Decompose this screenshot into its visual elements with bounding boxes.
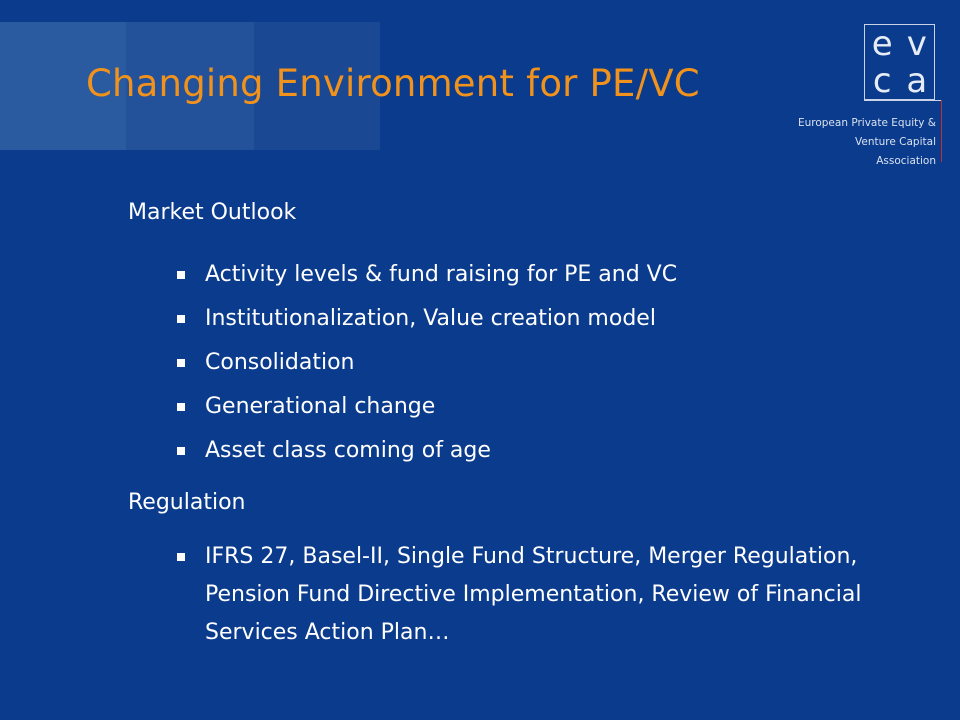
list-item: Asset class coming of age	[0, 432, 928, 470]
list-item: Institutionalization, Value creation model	[0, 300, 928, 338]
regulation-list	[128, 538, 928, 652]
logo-divider	[864, 100, 942, 101]
list-item: Generational change	[0, 388, 928, 426]
market-outlook-list	[128, 256, 928, 470]
logo-caption	[736, 114, 936, 171]
logo-caption-line: European Private Equity &	[797, 117, 936, 129]
list-item: IFRS 27, Basel-II, Single Fund Structure, Merger Regulation, Pension Fund Directive Implementation, Review of Financial Services Action Plan…	[0, 538, 928, 652]
evca-logo	[864, 24, 935, 100]
logo-letter-c: c	[872, 60, 892, 101]
bullet-square-icon	[177, 553, 185, 561]
slide-body	[128, 200, 928, 652]
list-item: Activity levels & fund raising for PE and VC	[0, 256, 928, 294]
logo-caption-line: Association	[876, 155, 936, 167]
bullet-square-icon	[177, 447, 185, 455]
logo-accent-line	[941, 100, 942, 162]
logo-letter-e: e	[871, 23, 893, 64]
logo-letter-v: v	[906, 23, 927, 64]
logo-caption-line: Venture Capital	[855, 136, 936, 148]
bullet-square-icon	[177, 315, 185, 323]
section-heading-market-outlook: Market Outlook	[128, 200, 297, 225]
bullet-square-icon	[177, 359, 185, 367]
slide-title: Changing Environment for PE/VC	[86, 62, 700, 105]
section-heading-regulation: Regulation	[128, 490, 246, 515]
logo-letter-a: a	[906, 60, 928, 101]
bullet-square-icon	[177, 271, 185, 279]
bullet-square-icon	[177, 403, 185, 411]
list-item: Consolidation	[0, 344, 928, 382]
